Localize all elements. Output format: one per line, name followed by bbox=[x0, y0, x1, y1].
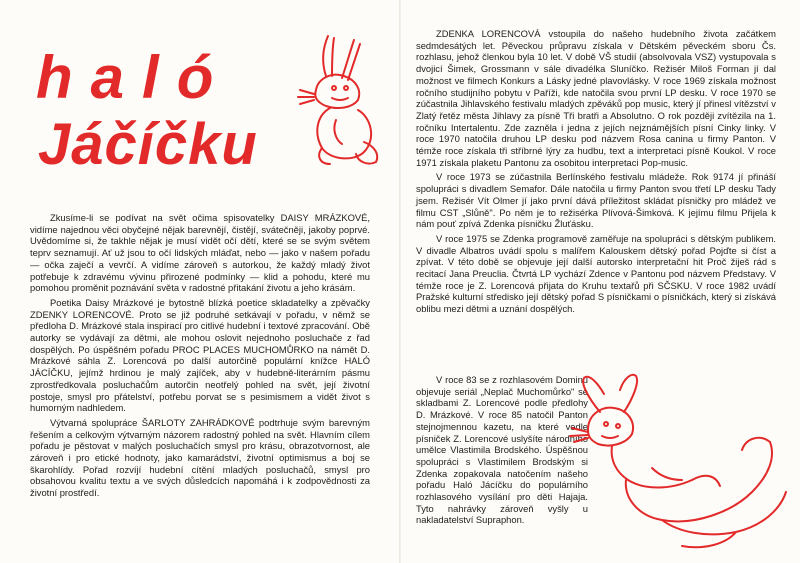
left-paragraph-2: Poetika Daisy Mrázkové je bytostně blízká poetice skladatelky a zpěvačky ZDENKY LORENCOVÉ. Proto se již podruhé setkávají v pořadu, v němž se předloha D. Mrázkové stala inspirací pro citlivé hudební i textové zpracování. Obě autorky se vydávají za dětmi, ale mohou oslovit nejednoho posluchače z řad dospělých. Po úspěšném pořadu PROC PLACES MUCHOMŮRKO na námět D. Mrázkové sáhla Z. Lorencová po další autorčině populární knížce HALÓ JÁCÍČKU, jejímž hrdinou je malý zajíček, aby v hudebně-literárním pásmu zprostředkovala posluchačům autorčin neotřelý pohled na svět, její životní postoje, smysl pro přátelství, potřebu porvat se s pesimismem a vidět život s humorným nadhledem. bbox=[30, 296, 370, 414]
left-paragraph-3: Výtvarná spolupráce ŠARLOTY ZAHRÁDKOVÉ podtrhuje svým barevným řešením a celkovým výtvarným názorem radostný pohled na svět. Hlavním cílem pořadu je pěstovat v malých posluchačích smysl pro krásu, obrazotvornost, ale zároveň i pro etické hodnoty, jako kamarádství, životní optimismus a boj se škarohlídy. Pořad rozvíjí hudební cítění mladých posluchačů, smysl pro obsahovou kvalitu textu a ve svých důsledcích napomáhá i k zodpovědnosti za životní prostředí. bbox=[30, 416, 370, 499]
right-paragraph-1: ZDENKA LORENCOVÁ vstoupila do našeho hudebního života začátkem sedmdesátých let. Pěveckou průpravu získala v Dětském pěveckém sboru Čs. rozhlasu, jehož členkou byla 10 let. V době VŠ studií (absolvovala VSZ) vystupovala s dvojicí Šimek, Grossmann v sále divadélka Sluníčko. Režisér Miloš Forman jí dal možnost ve filmech Konkurs a Lásky jedné plavovlásky. V roce 1969 získala možnost ročního studijního pobytu v Paříži, kde natočila svou první LP desku. V roce 1970 se zúčastnila Jihlavského festivalu mladých zpěváků pop music, který jí přinesl vítězství v Zlatý řetěz města Jihlavy za písně Tři bratři a Absolutno. O rok později zvítězila na 1. ročníku Intertalentu. Zde zazněla i jedna z jejích nejznámějších písní Cinky linky. V roce 1970 natočila druhou LP desku pod názvem Rosa canina u firmy Panton. V témže roce získala tři stříbrné lýry za hudbu, text a interpretaci písně Koukol. V roce 1971 získala plaketu Pantonu za osobitou interpretaci Pop-music. bbox=[416, 28, 776, 168]
right-paragraph-4: V roce 83 se z rozhlasovém Dominu objevuje seriál „Neplač Muchomůrko" se skladbami Z. Lorencové podle předlohy D. Mrázkové. V roce 85 natočil Panton stejnojmennou kazetu, na které vedle písniček Z. Lorencové uslyšíte národního umělce Vlastimila Brodského. Úspěšnou spolupráci s Vlastimilem Brodským si Zdenka zopakovala natočením našeho pořadu Haló Jácíčku do populárního rozhlasového vysílání pro děti Hajaja. Tyto nahrávky zároveň vyšly u nakladatelství Supraphon. bbox=[416, 374, 588, 526]
rabbit-drawing-top-icon bbox=[292, 30, 388, 170]
title-line-1: haló bbox=[36, 44, 232, 111]
right-paragraph-3: V roce 1975 se Zdenka programově zaměřuje na spolupráci s dětským publikem. V divadle Albatros uvádí spolu s malířem Kalouskem dětský pořad Pojďte si číst a zpívat. V této době se objevuje její další autorsko interpretační hit Proč žiješ rád s recitací Jana Preuclia. Čtvrtá LP vychází Zdence v Pantonu pod názvem Představy. V témže roce je Z. Lorencová přijata do Kruhu textařů při SČSKU. V roce 1982 uvádí Pražské kulturní středisko její dětský pořad S písničkami o písničkách, který si získává oblibu mezi dětmi a uznání dospělých. bbox=[416, 232, 776, 315]
right-paragraph-2: V roce 1973 se zúčastnila Berlínského festivalu mládeže. Rok 9174 jí přináší spolupráci s divadlem Semafor. Dále natočila u firmy Panton svou třetí LP desku Tady jsem. Režisér Vít Olmer jí jako první dává příležitost skládat písničky pro mládež ve filmu CST „Slůně". Po něm je to režisérka Plívová-Šimková. K jejímu filmu Přijela k nám pouť zpívá Zdenka písničku Žluťásku. bbox=[416, 171, 776, 230]
left-article bbox=[30, 212, 370, 499]
title-line-2: Jáčíčku bbox=[38, 112, 258, 177]
right-article bbox=[416, 28, 776, 315]
right-article-bottom bbox=[416, 374, 588, 526]
left-paragraph-1: Zkusíme-li se podívat na svět očima spisovatelky DAISY MRÁZKOVÉ, vidíme najednou věci obyčejné nějak barevnějí, čistějí, svátečněji, jakoby poprvé. Uvědomíme si, že takhle nějak je musí vidět očí dětí, které se se svým světem teprv seznamují. Ať už jsou to očí lidských mláďat, nebo — jako v našem pořadu — očka zaječí a vevrčí. A vidíme zároveň s autorkou, že každý mladý život potřebuje k zdravému vývinu přirozené podmínky — klid a pohodu, které mu pomohou proměnit poznávání světa v radostné přitakání životu a jeho krásám. bbox=[30, 212, 370, 294]
rabbit-drawing-bottom-icon bbox=[566, 372, 792, 556]
